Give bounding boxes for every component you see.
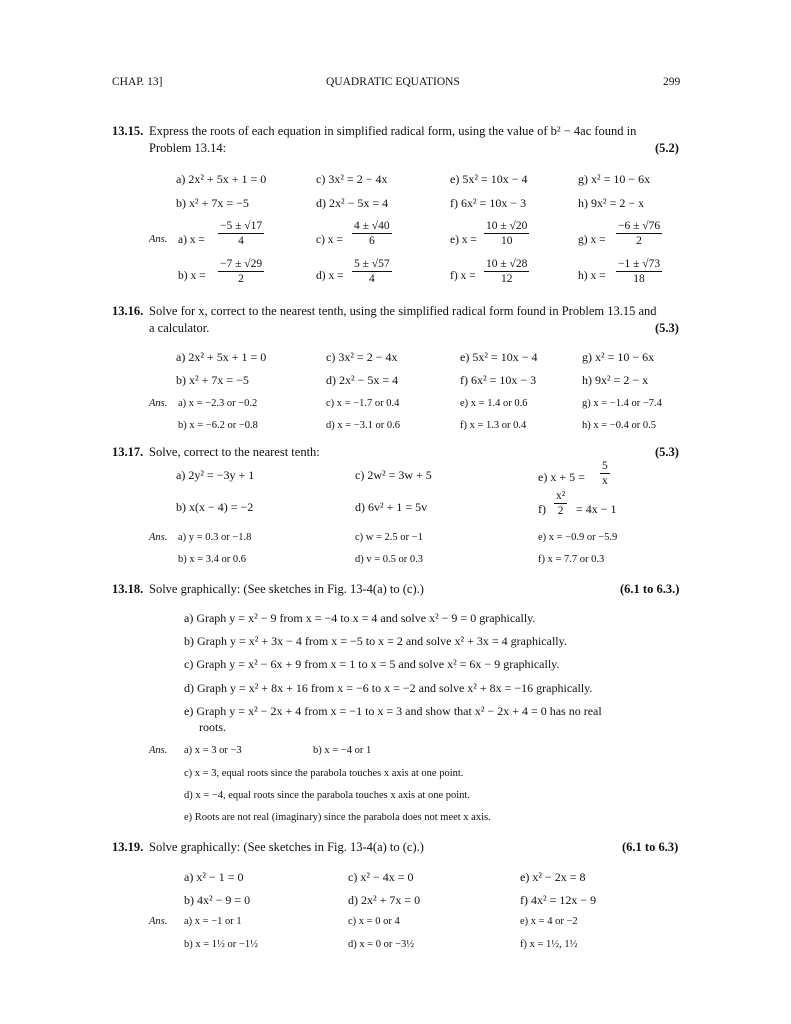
graph-task: b) Graph y = x² + 3x − 4 from x = −5 to x = 2 and solve x² + 3x = 4 graphically. [184, 634, 567, 648]
answer: g) x = −1.4 or −7.4 [582, 398, 662, 409]
answer-fraction: $\frac{5 \pm √57}{4}$ [354, 258, 390, 285]
equation: c) 3x² = 2 − 4x [316, 172, 388, 186]
problem-number: 13.18. [112, 582, 144, 596]
equation: a) x² − 1 = 0 [184, 870, 244, 884]
equation: a) 2x² + 5x + 1 = 0 [176, 350, 267, 364]
equation: g) x² = 10 − 6x [578, 172, 651, 186]
answer: e) x = 1.4 or 0.6 [460, 398, 528, 409]
equation: f) 6x² = 10x − 3 [460, 373, 537, 387]
equation-fraction: $\frac{\text{x²}}{2}$ [556, 490, 566, 517]
graph-task: roots. [199, 720, 226, 734]
answer: f) x = 7.7 or 0.3 [538, 554, 605, 565]
equation-fraction: $\frac{5}{x}$ [602, 460, 608, 487]
equation: a) 2y² = −3y + 1 [176, 468, 255, 482]
answer-lhs: f) x = [450, 270, 476, 282]
equation: d) 6v² + 1 = 5v [355, 500, 428, 514]
problem-text: Express the roots of each equation in simplified radical form, using the value of b² − 4ac found in [149, 124, 637, 138]
answer-fraction: $\frac{-7 \pm √29}{2}$ [220, 258, 263, 285]
answer-lhs: b) x = [178, 270, 206, 282]
problem-number: 13.17. [112, 445, 144, 459]
answer: a) x = −2.3 or −0.2 [178, 398, 258, 409]
answer-fraction: $\frac{4 \pm √40}{6}$ [354, 220, 390, 247]
answer-lhs: d) x = [316, 270, 344, 282]
section-reference: (5.2) [655, 141, 679, 155]
answer: e) x = 4 or −2 [520, 916, 578, 927]
page-number: 299 [663, 76, 681, 88]
answer: e) x = −0.9 or −5.9 [538, 532, 618, 543]
answer-lhs: h) x = [578, 270, 606, 282]
answer-label: Ans. [149, 532, 168, 543]
answer-fraction: $\frac{-1 \pm √73}{18}$ [618, 258, 661, 285]
graph-task: d) Graph y = x² + 8x + 16 from x = −6 to x = −2 and solve x² + 8x = −16 graphically. [184, 681, 593, 695]
answer-fraction: $\frac{10 \pm √20}{10}$ [486, 220, 528, 247]
problem-number: 13.15. [112, 124, 144, 138]
chapter-label: CHAP. 13] [112, 76, 163, 88]
equation: b) x² + 7x = −5 [176, 373, 249, 387]
answer: c) x = 3, equal roots since the parabola touches x axis at one point. [184, 768, 464, 779]
section-reference: (5.3) [655, 321, 679, 335]
equation: h) 9x² = 2 − x [582, 373, 649, 387]
equation: d) 2x² + 7x = 0 [348, 893, 421, 907]
equation: d) 2x² − 5x = 4 [326, 373, 399, 387]
answer-fraction: $\frac{10 \pm √28}{12}$ [486, 258, 528, 285]
equation: c) x² − 4x = 0 [348, 870, 414, 884]
section-reference: (6.1 to 6.3) [622, 840, 679, 854]
answer-label: Ans. [149, 234, 168, 245]
equation: e) 5x² = 10x − 4 [460, 350, 538, 364]
equation: b) 4x² − 9 = 0 [184, 893, 251, 907]
answer: a) y = 0.3 or −1.8 [178, 532, 252, 543]
answer: d) x = −4, equal roots since the parabola touches x axis at one point. [184, 790, 470, 801]
answer-label: Ans. [149, 916, 168, 927]
equation: b) x² + 7x = −5 [176, 196, 249, 210]
answer-lhs: g) x = [578, 234, 606, 246]
problem-text: Solve graphically: (See sketches in Fig. 13-4(a) to (c).) [149, 582, 424, 596]
equation: a) 2x² + 5x + 1 = 0 [176, 172, 267, 186]
answer: b) x = −4 or 1 [313, 745, 372, 756]
answer: d) x = −3.1 or 0.6 [326, 420, 400, 431]
answer: c) w = 2.5 or −1 [355, 532, 423, 543]
equation: e) x + 5 = [538, 470, 585, 484]
problem-text: Solve graphically: (See sketches in Fig. 13-4(a) to (c).) [149, 840, 424, 854]
problem-number: 13.16. [112, 304, 144, 318]
answer: b) x = −6.2 or −0.8 [178, 420, 258, 431]
graph-task: c) Graph y = x² − 6x + 9 from x = 1 to x = 5 and solve x² = 6x − 9 graphically. [184, 657, 560, 671]
problem-text: Solve, correct to the nearest tenth: [149, 445, 320, 459]
answer: d) v = 0.5 or 0.3 [355, 554, 424, 565]
answer: c) x = −1.7 or 0.4 [326, 398, 400, 409]
problem-text: Problem 13.14: [149, 141, 227, 155]
equation: e) x² − 2x = 8 [520, 870, 586, 884]
problem-number: 13.19. [112, 840, 144, 854]
equation: = 4x − 1 [576, 502, 617, 516]
answer-label: Ans. [149, 745, 168, 756]
answer-fraction: $\frac{-5 \pm √17}{4}$ [220, 220, 263, 247]
problem-text: Solve for x, correct to the nearest tenth, using the simplified radical form found in Problem 13.15 and [149, 304, 657, 318]
equation: c) 2w² = 3w + 5 [355, 468, 432, 482]
answer: a) x = −1 or 1 [184, 916, 242, 927]
section-reference: (5.3) [655, 445, 679, 459]
equation: h) 9x² = 2 − x [578, 196, 645, 210]
equation: f) [538, 502, 546, 516]
answer-fraction: $\frac{-6 \pm √76}{2}$ [618, 220, 661, 247]
answer: a) x = 3 or −3 [184, 745, 242, 756]
answer: c) x = 0 or 4 [348, 916, 400, 927]
equation: d) 2x² − 5x = 4 [316, 196, 389, 210]
answer-label: Ans. [149, 398, 168, 409]
answer: e) Roots are not real (imaginary) since the parabola does not meet x axis. [184, 812, 491, 823]
graph-task: a) Graph y = x² − 9 from x = −4 to x = 4 and solve x² − 9 = 0 graphically. [184, 611, 536, 625]
problem-text: a calculator. [149, 321, 210, 335]
equation: e) 5x² = 10x − 4 [450, 172, 528, 186]
running-title: QUADRATIC EQUATIONS [326, 76, 460, 88]
equation: f) 4x² = 12x − 9 [520, 893, 597, 907]
answer: f) x = 1½, 1½ [520, 939, 578, 950]
equation: f) 6x² = 10x − 3 [450, 196, 527, 210]
answer-lhs: a) x = [178, 234, 205, 246]
answer-lhs: e) x = [450, 234, 477, 246]
equation: g) x² = 10 − 6x [582, 350, 655, 364]
answer: f) x = 1.3 or 0.4 [460, 420, 527, 431]
equation: c) 3x² = 2 − 4x [326, 350, 398, 364]
equation: b) x(x − 4) = −2 [176, 500, 254, 514]
answer: d) x = 0 or −3½ [348, 939, 415, 950]
answer-lhs: c) x = [316, 234, 343, 246]
answer: b) x = 1½ or −1½ [184, 939, 258, 950]
answer: b) x = 3.4 or 0.6 [178, 554, 247, 565]
graph-task: e) Graph y = x² − 2x + 4 from x = −1 to x = 3 and show that x² − 2x + 4 = 0 has no real [184, 704, 602, 718]
answer: h) x = −0.4 or 0.5 [582, 420, 656, 431]
section-reference: (6.1 to 6.3.) [620, 582, 680, 596]
